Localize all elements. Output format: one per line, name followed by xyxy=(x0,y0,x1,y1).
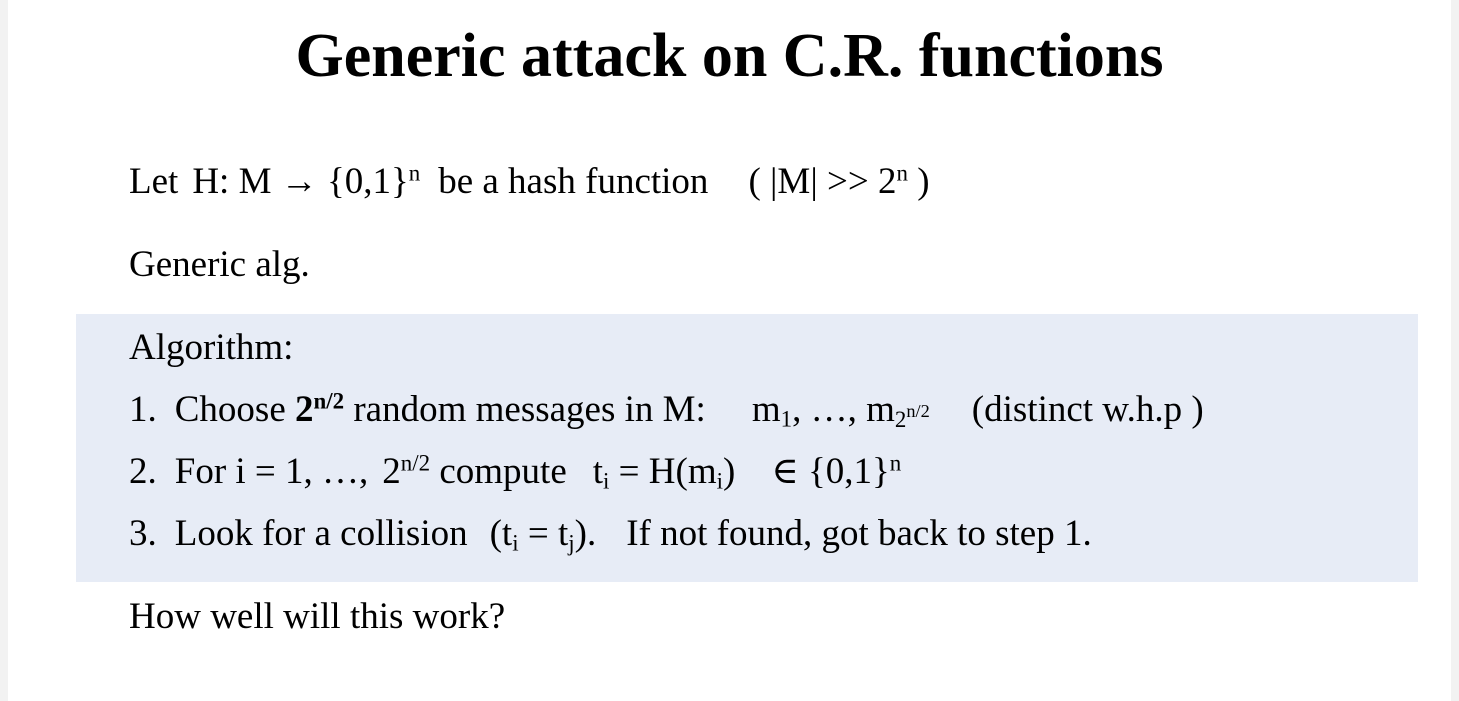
step-1-messages: $m_1$, …, $m_{2^{n/2}}$ xyxy=(751,389,930,432)
intro-let: Let xyxy=(129,161,179,202)
step-1-choose: Choose xyxy=(174,389,286,430)
step-2-count: $2^{n/2}$ xyxy=(382,450,431,492)
step-3-collision: $(t_i = t_j)$. xyxy=(489,513,597,556)
step-2-for: For i = 1, …, xyxy=(174,451,369,492)
intro-signature-exponent: n xyxy=(408,160,421,186)
step-1-note: (distinct w.h.p ) xyxy=(971,389,1204,430)
step-2-range: ∈ $\{0,1\}^n$ xyxy=(771,450,902,492)
step-2-number: 2. xyxy=(129,451,157,492)
intro-size-note: ( |M| >> 2 xyxy=(748,161,897,202)
step-1-text: random messages in M: xyxy=(353,389,706,430)
intro-size-exponent: n xyxy=(896,160,908,186)
step-1-number: 1. xyxy=(129,389,157,430)
step-3-rest: If not found, got back to step 1. xyxy=(626,513,1092,554)
intro-signature: H: M → {0,1} xyxy=(192,161,409,202)
step-2-compute: compute xyxy=(439,451,567,492)
algorithm-step-3 xyxy=(129,512,1092,556)
step-3-number: 3. xyxy=(129,513,157,554)
algorithm-step-2 xyxy=(129,450,901,494)
step-1-count: $2^{n/2}$ xyxy=(295,388,345,430)
slide-title: Generic attack on C.R. functions xyxy=(295,22,1164,90)
step-3-look: Look for a collision xyxy=(174,513,468,554)
intro-line xyxy=(129,160,930,204)
algorithm-heading: Algorithm: xyxy=(129,327,294,368)
algorithm-step-1 xyxy=(129,388,1204,432)
step-2-formula: $t_i = H(m_i)$ xyxy=(592,451,736,494)
intro-description: be a hash function xyxy=(438,161,709,202)
intro-size-close: ) xyxy=(907,161,930,202)
generic-alg-label: Generic alg. xyxy=(129,244,310,285)
closing-question: How well will this work? xyxy=(129,596,506,637)
